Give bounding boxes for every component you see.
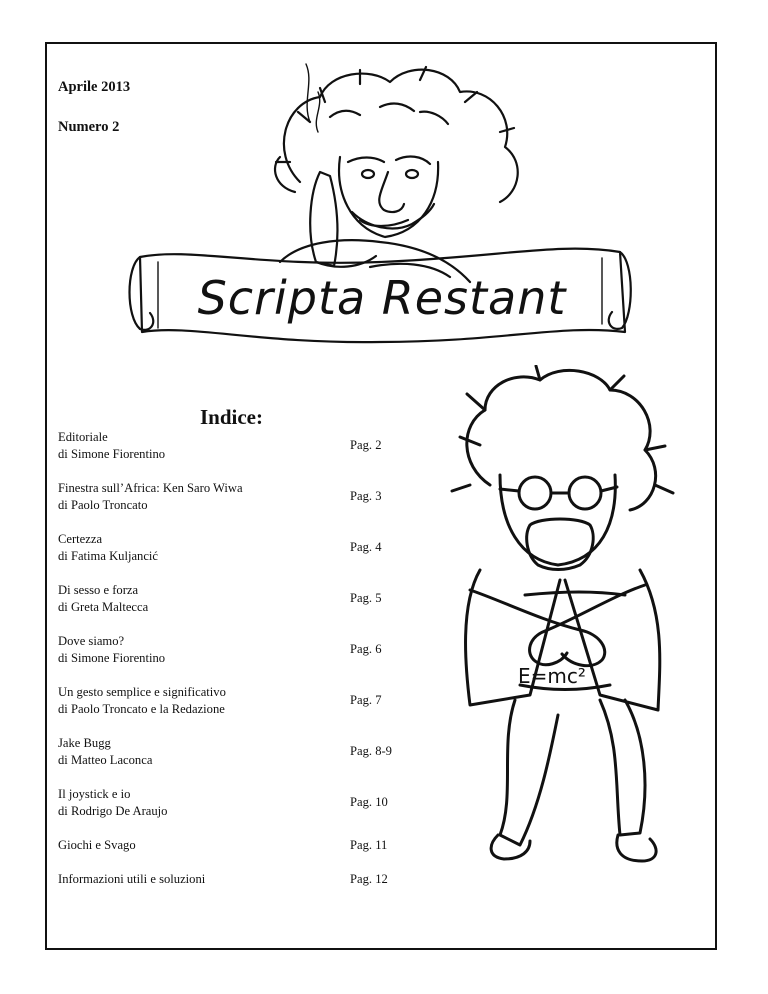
index-title: Indice:: [200, 405, 263, 429]
toc-entry-author: di Paolo Troncato: [58, 498, 148, 512]
toc-entry: [58, 684, 398, 718]
toc-entry-title: Jake Bugg: [58, 736, 111, 750]
masthead-illustration: [120, 62, 640, 354]
dancing-scientist-illustration: [440, 365, 675, 910]
toc-entry-author: di Simone Fiorentino: [58, 651, 166, 665]
toc-entry: [58, 871, 398, 888]
issue-date: Aprile 2013: [58, 79, 131, 95]
toc-entry-author: di Matteo Laconca: [58, 753, 153, 767]
toc-entry-title: Giochi e Svago: [58, 838, 136, 852]
toc-entry-page: Pag. 4: [350, 540, 382, 554]
toc-entry-page: Pag. 10: [350, 795, 388, 809]
toc-entry: [58, 429, 398, 463]
toc-entry-title: Certezza: [58, 532, 103, 546]
toc-entry-title: Il joystick e io: [58, 787, 131, 801]
toc-entry: [58, 531, 398, 565]
toc-entry-page: Pag. 3: [350, 489, 382, 503]
toc-entry-page: Pag. 6: [350, 642, 382, 656]
toc-entry: [58, 633, 398, 667]
toc-entry-page: Pag. 11: [350, 838, 388, 852]
toc-entry-title: Editoriale: [58, 430, 108, 444]
toc-entry-title: Un gesto semplice e significativo: [58, 685, 226, 699]
toc-entry-author: di Simone Fiorentino: [58, 447, 166, 461]
masthead-title: Scripta Restant: [197, 271, 567, 325]
toc-entry-author: di Rodrigo De Araujo: [58, 804, 168, 818]
toc-entry-title: Finestra sull’Africa: Ken Saro Wiwa: [58, 481, 243, 495]
toc-entry: [58, 837, 398, 854]
toc-entry: [58, 735, 398, 769]
toc-entry-author: di Greta Maltecca: [58, 600, 149, 614]
toc-entry: [58, 582, 398, 616]
toc-entry-page: Pag. 7: [350, 693, 382, 707]
toc-entry-page: Pag. 8-9: [350, 744, 392, 758]
toc-entry: [58, 786, 398, 820]
formula-text: E=mc²: [518, 664, 586, 688]
issue-number: Numero 2: [58, 119, 120, 135]
toc-entry-title: Informazioni utili e soluzioni: [58, 872, 206, 886]
toc-entry-page: Pag. 2: [350, 438, 382, 452]
toc-entry-title: Di sesso e forza: [58, 583, 139, 597]
toc-entry-title: Dove siamo?: [58, 634, 125, 648]
toc-entry-page: Pag. 5: [350, 591, 382, 605]
toc-entry-author: di Fatima Kuljancić: [58, 549, 159, 563]
toc-entry: [58, 480, 398, 514]
toc-entry-page: Pag. 12: [350, 872, 388, 886]
toc-entry-author: di Paolo Troncato e la Redazione: [58, 702, 225, 716]
